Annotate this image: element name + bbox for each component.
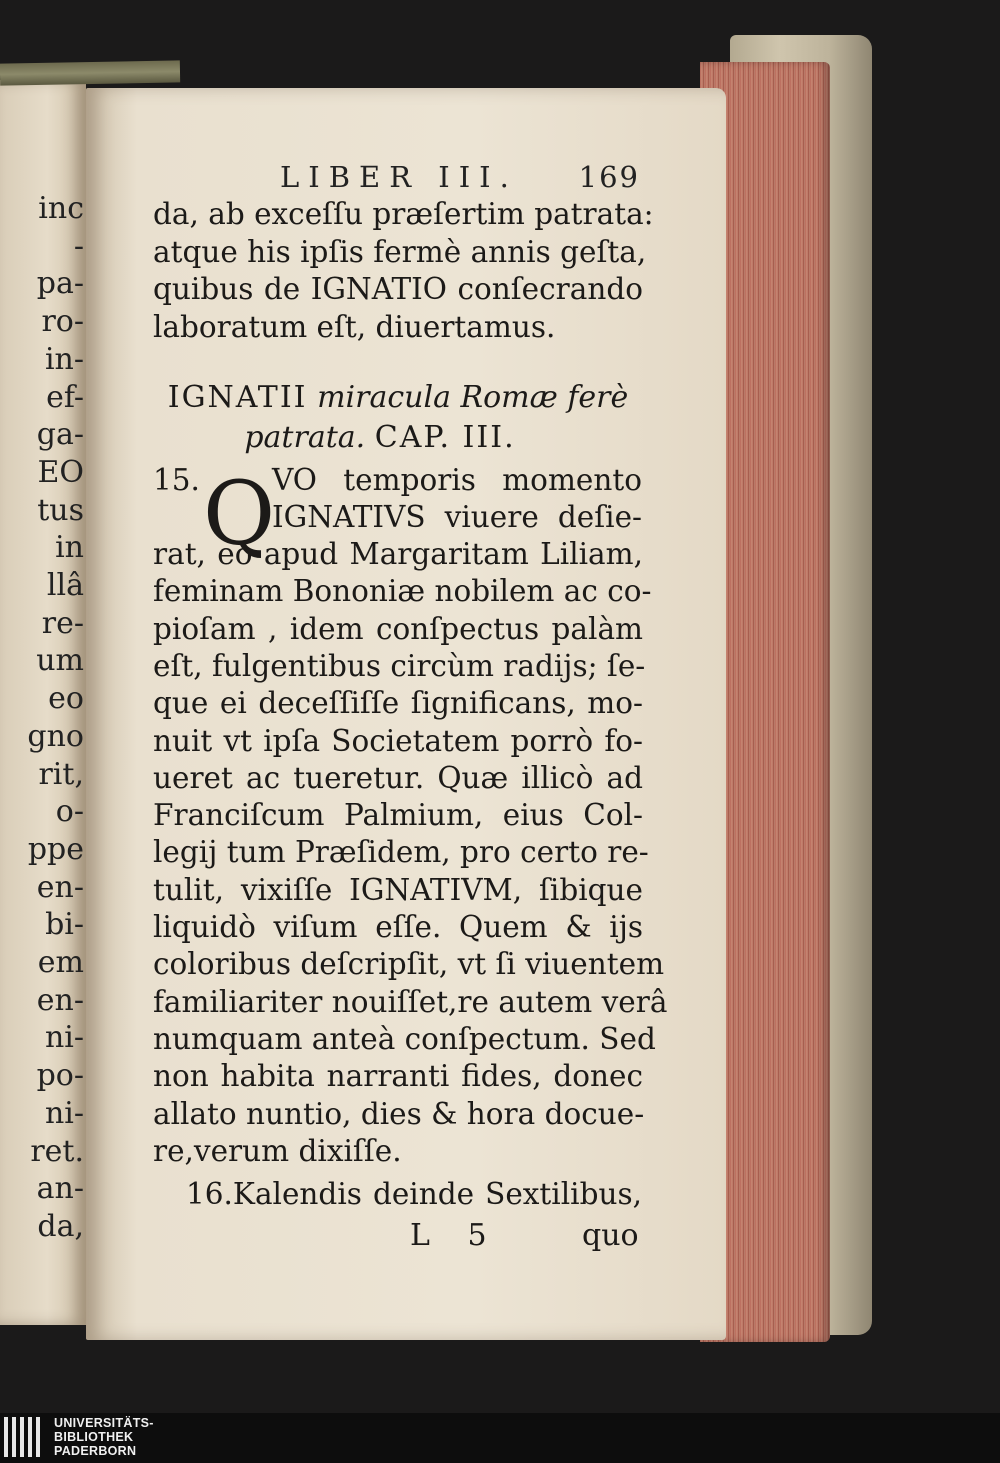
left-page-fragment: in: [55, 530, 84, 566]
chapter-heading-line-2: [180, 420, 580, 455]
left-page-fragment: -: [73, 228, 84, 264]
text-line: atque his ipſis fermè annis geſta,: [153, 234, 647, 269]
text-line: da, ab exceſſu præſertim patrata:: [153, 197, 654, 231]
text-line: quibus de IGNATIO conſecrando: [153, 272, 643, 306]
left-page-fragment: po-: [36, 1058, 84, 1094]
text-line: numquam anteà conſpectum. Sed: [153, 1021, 656, 1056]
text-line: Franciſcum Palmium, eius Col-: [153, 798, 643, 833]
left-page: [0, 80, 86, 1325]
bookmark-ribbon: [0, 60, 180, 85]
footer-bar: [0, 1413, 1000, 1463]
text-line: allato nuntio, dies & hora docue-: [153, 1096, 645, 1131]
paragraph-number-15: 15.: [153, 463, 200, 497]
drop-cap: Q: [203, 462, 276, 565]
left-page-fragment: an-: [36, 1171, 84, 1207]
left-page-fragment: rit,: [38, 756, 84, 792]
text-line: laboratum eſt, diuertamus.: [153, 309, 556, 344]
left-page-fragment: gno: [27, 718, 84, 754]
logo-line-2: BIBLIOTHEK: [54, 1430, 134, 1444]
left-page-fragment: ni-: [44, 1095, 84, 1131]
text-line: nuit vt ipſa Societatem porrò fo-: [153, 723, 643, 758]
text-line: legij tum Præſidem, pro certo re-: [153, 835, 649, 870]
left-page-fragment: EO: [37, 454, 84, 490]
logo-line-3: PADERBORN: [54, 1444, 137, 1458]
text-line: non habita narranti fides, donec: [153, 1059, 643, 1094]
text-line: que ei deceſſiſſe ſignificans, mo-: [153, 686, 643, 721]
left-page-fragment: ef-: [46, 379, 84, 415]
left-page-fragment: em: [37, 945, 84, 980]
text-line: ueret ac tueretur. Quæ illicò ad: [153, 760, 643, 795]
heading-italic-2: patrata.: [244, 420, 366, 455]
library-logo-icon: [4, 1417, 44, 1457]
left-page-fragment: llâ: [46, 568, 84, 603]
left-page-fragment: ret.: [30, 1133, 84, 1169]
signature-mark: L 5: [410, 1218, 501, 1253]
logo-line-1: UNIVERSITÄTS-: [54, 1416, 154, 1430]
text-line: pioſam , idem conſpectus palàm: [153, 611, 643, 646]
text-line: coloribus deſcripſit, vt ſi viuentem: [153, 947, 665, 982]
left-page-fragment: en-: [36, 982, 84, 1018]
left-page-fragment: ro-: [41, 304, 84, 340]
catchword: quo: [582, 1218, 639, 1253]
running-head: [280, 160, 640, 200]
library-logo-text: [54, 1416, 154, 1458]
running-title: LIBER III.: [280, 160, 518, 194]
text-line: liquidò viſum eſſe. Quem & ijs: [153, 910, 643, 944]
left-page-fragment: da,: [37, 1208, 84, 1244]
left-page-fragment: inc: [38, 191, 84, 226]
left-page-fragment: eo: [48, 681, 84, 717]
left-page-fragment: pa-: [36, 266, 84, 302]
text-line: re,verum dixiſſe.: [153, 1133, 402, 1168]
text-line: eſt, fulgentibus circùm radijs; ſe-: [153, 648, 646, 683]
left-page-fragment: tus: [37, 492, 84, 528]
chapter-heading-line-1: [153, 380, 643, 415]
folio-number: 169: [578, 160, 640, 194]
left-page-fragment: ni-: [44, 1020, 84, 1056]
text-line: rat, eo apud Margaritam Liliam,: [153, 537, 643, 571]
heading-name: IGNATII: [167, 380, 308, 415]
heading-chapter: CAP. III.: [374, 420, 516, 455]
heading-italic-1: miracula Romæ ferè: [317, 380, 629, 415]
text-line: tulit, vixiſſe IGNATIVM, ſibique: [153, 872, 643, 907]
left-page-fragment: re-: [41, 605, 84, 641]
para15-line-2: IGNATIVS viuere deſie-: [272, 500, 642, 534]
left-page-fragment: o-: [55, 794, 84, 830]
para15-line-1: VO temporis momento: [272, 463, 642, 497]
left-page-fragment: um: [36, 643, 84, 679]
text-line: feminam Bononiæ nobilem ac co-: [153, 574, 652, 609]
para16-line: 16.Kalendis deinde Sextilibus,: [186, 1177, 642, 1211]
left-page-fragment: ga-: [36, 417, 84, 453]
left-page-fragment: ppe: [27, 831, 84, 867]
left-page-fragment: bi-: [45, 907, 84, 943]
left-page-fragment: in-: [44, 341, 84, 377]
text-line: familiariter nouiſſet,re autem verâ: [153, 984, 668, 1019]
left-page-fragment: en-: [36, 869, 84, 905]
